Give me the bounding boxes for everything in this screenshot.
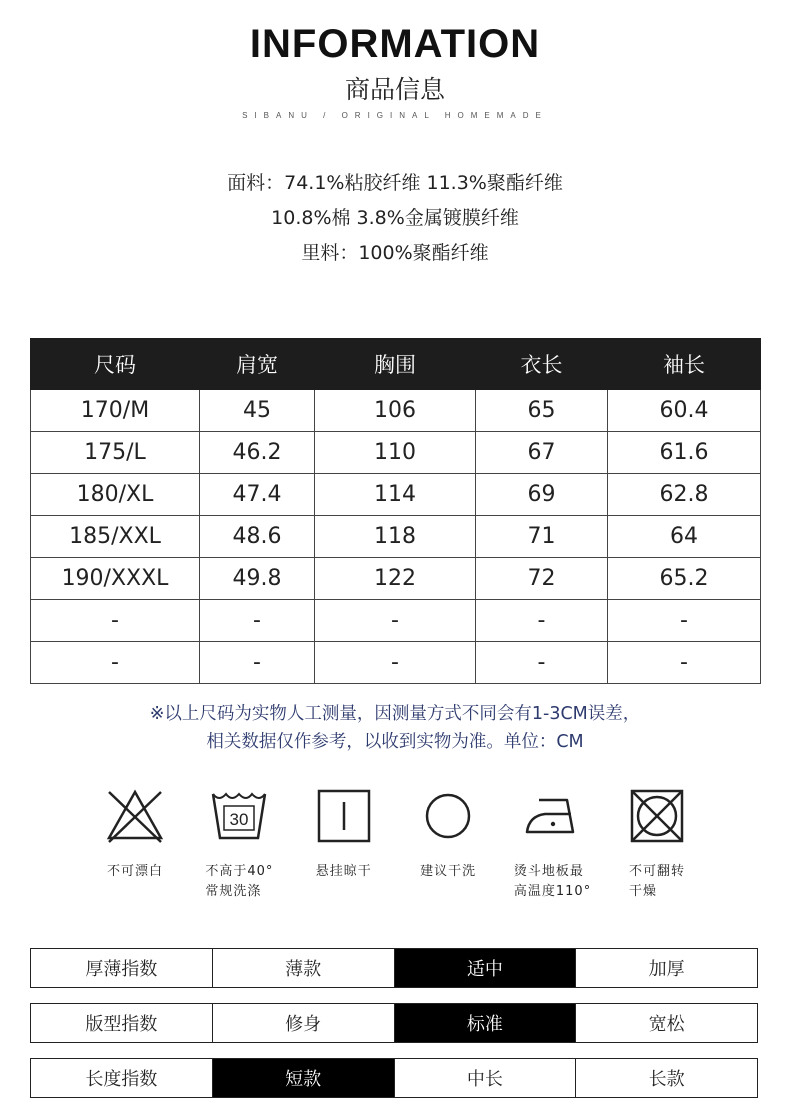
measurement-note [0, 700, 790, 756]
table-row [31, 600, 761, 642]
care-label: 烫斗地板最 高温度110° [513, 864, 592, 899]
care-item [292, 786, 396, 916]
fabric-line: 10.8%棉 3.8%金属镀膜纤维 [271, 207, 519, 229]
care-label: 建议干洗 [420, 864, 477, 879]
table-cell: 185/XXL [31, 516, 200, 558]
index-option: 修身 [212, 1004, 394, 1043]
table-cell: - [315, 642, 476, 684]
table-row [31, 642, 761, 684]
table-row [31, 558, 761, 600]
table-cell: 72 [476, 558, 608, 600]
table-cell: 118 [315, 516, 476, 558]
table-cell: 65.2 [608, 558, 761, 600]
table-row [31, 432, 761, 474]
table-cell: 61.6 [608, 432, 761, 474]
table-cell: 71 [476, 516, 608, 558]
brand-tagline: SIBANU / ORIGINAL HOMEMADE [242, 111, 548, 120]
table-cell: 46.2 [200, 432, 315, 474]
no-tumble-dry-icon [627, 786, 687, 846]
fabric-line: 面料：74.1%粘胶纤维 11.3%聚酯纤维 [227, 172, 563, 194]
size-table [30, 338, 761, 684]
table-cell: - [476, 642, 608, 684]
fabric-composition [0, 166, 790, 271]
header-cell: 肩宽 [200, 339, 315, 390]
table-cell: 65 [476, 390, 608, 432]
dry-clean-icon [418, 786, 478, 846]
table-cell: 48.6 [200, 516, 315, 558]
lining-line: 里料：100%聚酯纤维 [301, 242, 489, 264]
table-cell: - [315, 600, 476, 642]
table-cell: 49.8 [200, 558, 315, 600]
table-cell: - [200, 600, 315, 642]
table-cell: - [608, 600, 761, 642]
iron-icon [523, 786, 583, 846]
page-subtitle: 商品信息 [344, 75, 445, 104]
care-item [187, 786, 291, 916]
note-line: 相关数据仅作参考，以收到实物为准。单位：CM [206, 732, 584, 752]
table-cell: - [31, 642, 200, 684]
table-cell: 180/XL [31, 474, 200, 516]
index-option: 薄款 [212, 949, 394, 988]
care-item [83, 786, 187, 916]
index-label: 版型指数 [31, 1004, 213, 1043]
table-cell: 67 [476, 432, 608, 474]
table-cell: 106 [315, 390, 476, 432]
index-option: 加厚 [576, 949, 758, 988]
index-row [31, 949, 758, 988]
table-cell: 175/L [31, 432, 200, 474]
table-cell: - [200, 642, 315, 684]
table-row [31, 474, 761, 516]
index-label: 厚薄指数 [31, 949, 213, 988]
table-cell: 190/XXXL [31, 558, 200, 600]
wash-temp-text: 30 [229, 810, 249, 829]
table-cell: 170/M [31, 390, 200, 432]
wash-30-icon [209, 786, 269, 846]
index-option: 适中 [394, 949, 576, 988]
index-option: 短款 [212, 1059, 394, 1098]
table-cell: 69 [476, 474, 608, 516]
header-cell: 尺码 [31, 339, 200, 390]
table-cell: 110 [315, 432, 476, 474]
hang-dry-icon [314, 786, 374, 846]
care-item [605, 786, 709, 916]
table-cell: - [608, 642, 761, 684]
index-option: 长款 [576, 1059, 758, 1098]
index-row [31, 1059, 758, 1098]
index-label: 长度指数 [31, 1059, 213, 1098]
index-table [30, 1003, 758, 1043]
table-cell: 64 [608, 516, 761, 558]
index-option: 中长 [394, 1059, 576, 1098]
care-instructions [83, 786, 709, 916]
no-bleach-icon [105, 786, 165, 846]
index-row [31, 1004, 758, 1043]
table-cell: - [476, 600, 608, 642]
table-cell: - [31, 600, 200, 642]
table-row [31, 390, 761, 432]
table-cell: 47.4 [200, 474, 315, 516]
table-cell: 45 [200, 390, 315, 432]
table-cell: 114 [315, 474, 476, 516]
header-cell: 袖长 [608, 339, 761, 390]
index-option: 宽松 [576, 1004, 758, 1043]
care-item [501, 786, 605, 916]
table-cell: 62.8 [608, 474, 761, 516]
index-option: 标准 [394, 1004, 576, 1043]
note-line: ※以上尺码为实物人工测量，因测量方式不同会有1-3CM误差， [149, 704, 641, 724]
care-label: 不高于40° 常规洗涤 [205, 864, 274, 899]
table-cell: 60.4 [608, 390, 761, 432]
index-table [30, 1058, 758, 1098]
care-item [396, 786, 500, 916]
header-cell: 衣长 [476, 339, 608, 390]
care-label: 不可漂白 [106, 864, 163, 879]
table-cell: 122 [315, 558, 476, 600]
table-row [31, 516, 761, 558]
care-label: 不可翻转 干燥 [628, 864, 685, 899]
index-table [30, 948, 758, 988]
header-cell: 胸围 [315, 339, 476, 390]
page-title: INFORMATION [249, 22, 541, 66]
care-label: 悬挂晾干 [315, 864, 372, 879]
size-table-header [31, 339, 761, 390]
